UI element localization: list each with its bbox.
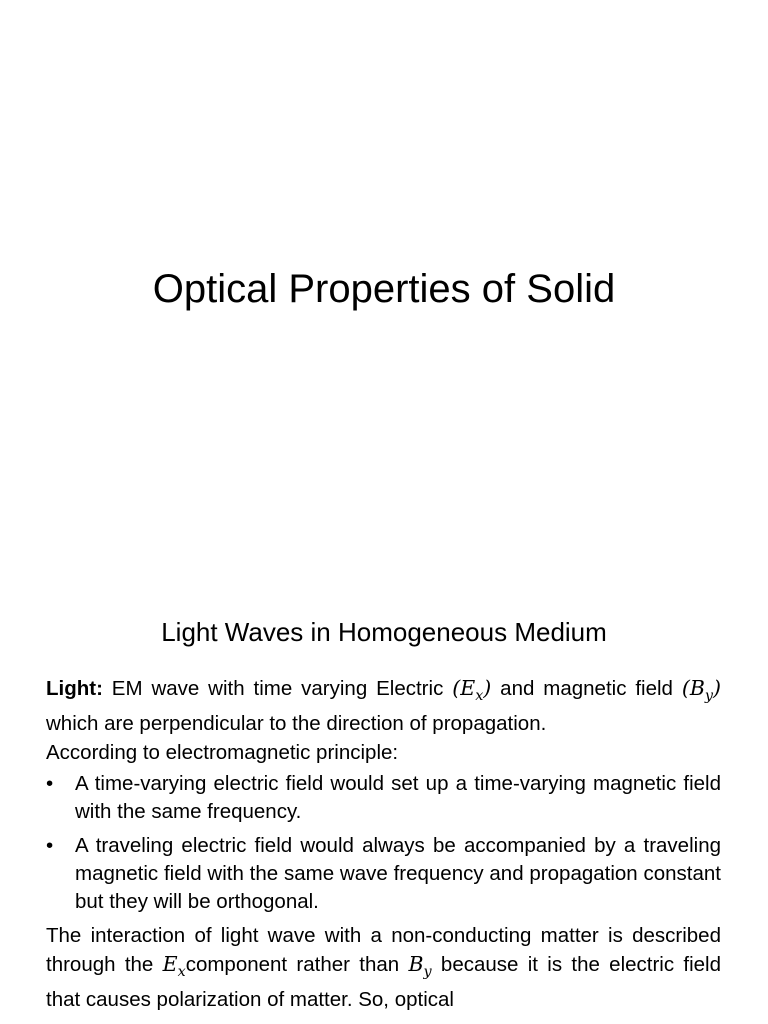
slide-title: Optical Properties of Solid <box>152 267 616 311</box>
interaction-text-2: component rather than <box>185 953 409 977</box>
interaction-text-1: The interaction of light wave with a non-conducting matter is described through the <box>46 924 721 977</box>
electric-field-symbol: $(E_x)$ <box>452 676 492 705</box>
magnetic-field-symbol: $(B_y)$ <box>681 676 722 705</box>
principle-intro: According to electromagnetic principle: <box>46 741 399 765</box>
list-item-text: A time-varying electric field would set up a time-varying magnetic field with the same frequency. <box>75 772 721 824</box>
list-item <box>46 832 721 916</box>
slide-body <box>46 674 721 1015</box>
content-slide <box>0 576 768 1024</box>
interaction-paragraph <box>46 922 721 1014</box>
light-label: Light: <box>46 677 103 700</box>
light-definition-paragraph <box>46 674 721 738</box>
magnetic-field-symbol: $B_y$ <box>408 952 432 981</box>
light-text-1: EM wave with time varying Electric <box>102 677 453 700</box>
slide-subtitle: Light Waves in Homogeneous Medium <box>161 617 607 647</box>
light-text-3: which are perpendicular to the direction of propagation. <box>46 712 547 736</box>
list-item-text: A traveling electric field would always be accompanied by a traveling magnetic field with the same wave frequency and propagation constant but they will be orthogonal. <box>75 834 721 914</box>
light-text-2: and magnetic field <box>491 677 682 700</box>
interaction-text-3: because it is the electric field that causes polarization of matter. So, optical <box>46 953 721 1012</box>
principle-list <box>46 770 721 916</box>
list-item <box>46 770 721 826</box>
bullet-icon: • <box>46 772 54 796</box>
electric-field-symbol: $E_x$ <box>162 952 186 981</box>
bullet-icon: • <box>46 834 54 858</box>
